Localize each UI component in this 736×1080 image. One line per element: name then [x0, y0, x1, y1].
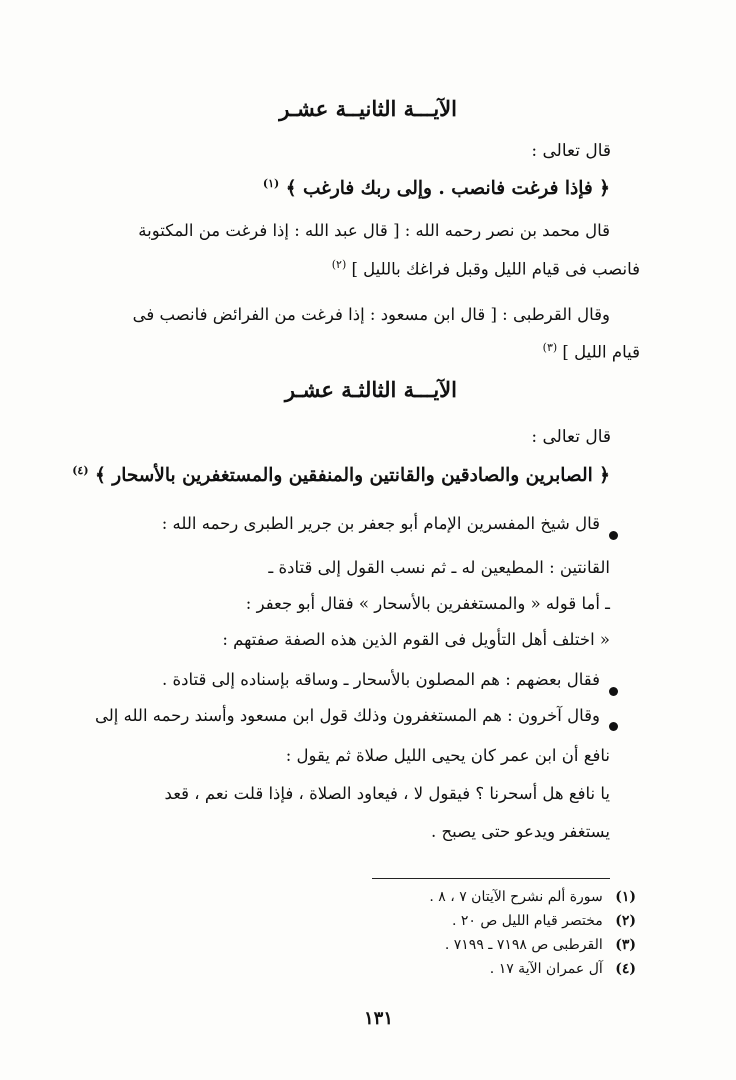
- section-13-heading: الآيـــة الثالثـة عشـر: [284, 377, 457, 402]
- paragraph-line: وقال آخرون : هم المستغفرون وذلك قول ابن مسعود وأسند رحمه الله إلى: [95, 706, 600, 725]
- bullet-icon: [609, 531, 618, 540]
- section-12-intro: قال تعالى :: [531, 141, 611, 161]
- footnote-divider: [372, 878, 610, 879]
- footnote-text: سورة ألم نشرح الآيتان ٧ ، ٨ .: [429, 889, 603, 905]
- footnote-number: (٣): [615, 937, 636, 953]
- paragraph-line: [543, 341, 640, 362]
- paragraph-line: قال شيخ المفسرين الإمام أبو جعفر بن جرير الطبرى رحمه الله :: [161, 514, 600, 533]
- footnote: [429, 889, 636, 905]
- section-12-heading: الآيـــة الثانيــة عشـر: [279, 96, 457, 121]
- footnote: [445, 937, 636, 953]
- paragraph-text: فانصب فى قيام الليل وقبل فراغك بالليل ]: [351, 259, 640, 279]
- paragraph-line: وقال القرطبى : [ قال ابن مسعود : إذا فرغت من الفرائض فانصب فى: [132, 305, 610, 324]
- paragraph-line: فقال بعضهم : هم المصلون بالأسحار ـ وساقه بإسناده إلى قتادة .: [161, 670, 600, 689]
- footnote-number: (١): [615, 889, 636, 905]
- paragraph-text: قيام الليل ]: [562, 342, 640, 362]
- footnote: [452, 913, 636, 929]
- footnote-ref: (٣): [542, 341, 558, 354]
- paragraph-line: ـ أما قوله « والمستغفرين بالأسحار » فقال أبو جعفر :: [245, 594, 610, 613]
- verse-text: ﴿ الصابرين والصادقين والقانتين والمنفقين والمستغفرين بالأسحار ﴾: [95, 465, 610, 487]
- footnote-ref: (١): [262, 177, 280, 190]
- footnote-ref: (٤): [72, 464, 89, 477]
- paragraph-line: « اختلف أهل التأويل فى القوم الذين هذه الصفة صفتهم :: [222, 630, 610, 649]
- footnote-text: القرطبى ص ٧١٩٨ ـ ٧١٩٩ .: [444, 937, 603, 953]
- paragraph-line: قال محمد بن نصر رحمه الله : [ قال عبد الله : إذا فرغت من المكتوبة: [138, 221, 610, 240]
- paragraph-line: القانتين : المطيعين له ـ ثم نسب القول إلى قتادة ـ: [268, 558, 610, 577]
- section-13-verse: [72, 464, 610, 486]
- paragraph-line: يا نافع هل أسحرنا ؟ فيقول لا ، فيعاود الصلاة ، فإذا قلت نعم ، قعد: [164, 784, 610, 803]
- verse-text: ﴿ فإذا فرغت فانصب . وإلى ربك فارغب ﴾: [285, 178, 610, 200]
- footnote-text: مختصر قيام الليل ص ٢٠ .: [451, 913, 603, 929]
- bullet-icon: [609, 722, 618, 731]
- paragraph-line: نافع أن ابن عمر كان يحيى الليل صلاة ثم يقول :: [285, 746, 610, 765]
- footnote-number: (٢): [615, 913, 636, 929]
- section-12-verse: [263, 177, 610, 199]
- paragraph-line: يستغفر ويدعو حتى يصبح .: [431, 822, 610, 841]
- page-number: ١٣١: [363, 1008, 393, 1029]
- footnote-number: (٤): [615, 961, 636, 977]
- footnote-ref: (٢): [331, 258, 347, 271]
- bullet-icon: [609, 687, 618, 696]
- section-13-intro: قال تعالى :: [531, 427, 611, 447]
- footnote: [490, 961, 636, 977]
- paragraph-line: [332, 258, 640, 279]
- footnote-text: آل عمران الآية ١٧ .: [489, 961, 603, 977]
